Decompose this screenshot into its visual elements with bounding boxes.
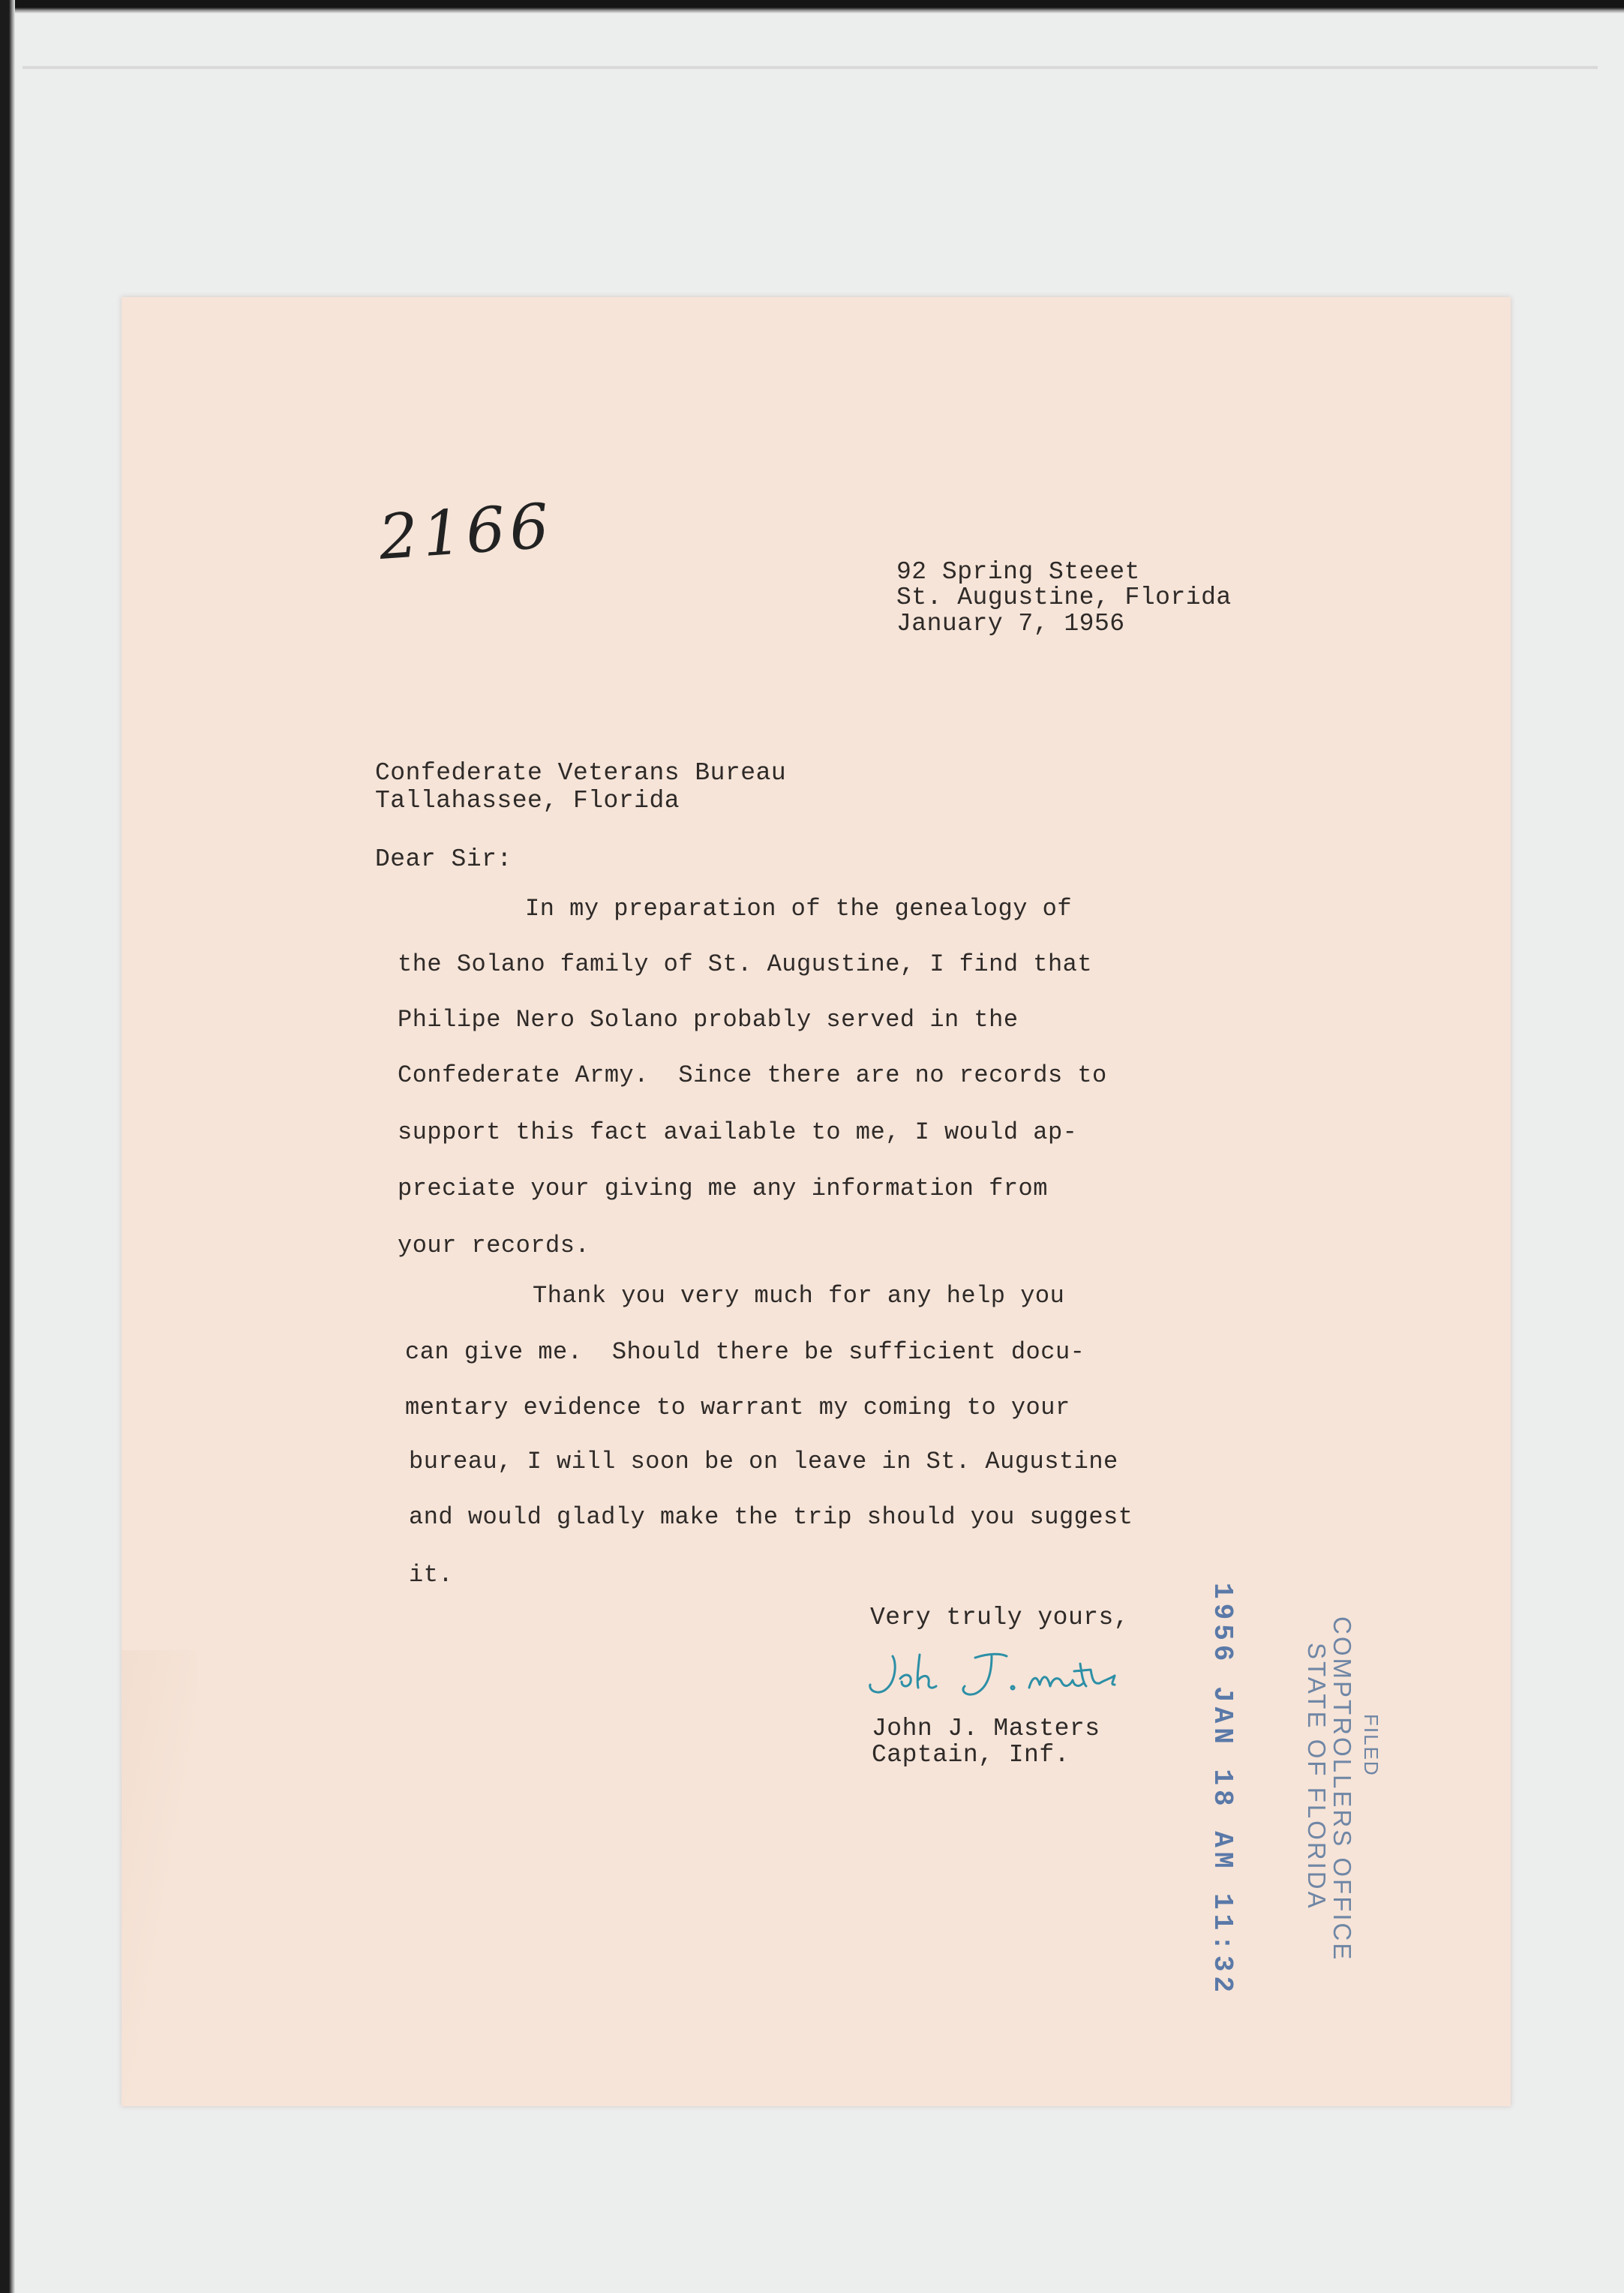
body-line: mentary evidence to warrant my coming to your	[405, 1394, 1070, 1421]
sender-street: 92 Spring Steeet	[896, 558, 1140, 586]
stamp-office: COMPTROLLERS OFFICE	[1328, 1616, 1356, 1962]
body-line: it.	[409, 1561, 454, 1589]
signer-title: Captain, Inf.	[872, 1741, 1070, 1769]
body-line: can give me. Should there be sufficient docu-	[405, 1338, 1085, 1366]
body-line: the Solano family of St. Augustine, I find that	[398, 950, 1093, 978]
stamp-filed: FILED	[1360, 1714, 1382, 1777]
recipient-city: Tallahassee, Florida	[375, 787, 680, 815]
paper-fold	[122, 1650, 197, 2106]
body-line: Confederate Army. Since there are no records to	[398, 1061, 1107, 1089]
handwritten-document-number: 2166	[376, 491, 556, 574]
body-line: and would gladly make the trip should you suggest	[409, 1503, 1133, 1531]
folder-edge	[23, 66, 1598, 69]
closing: Very truly yours,	[870, 1604, 1130, 1631]
body-line: Thank you very much for any help you	[533, 1282, 1065, 1310]
scan-edge-top	[0, 0, 1624, 14]
salutation: Dear Sir:	[375, 845, 512, 873]
body-line: support this fact available to me, I would ap-	[398, 1118, 1078, 1146]
body-line: preciate your giving me any information from	[398, 1175, 1048, 1202]
letter-date: January 7, 1956	[896, 610, 1125, 638]
body-line: Philipe Nero Solano probably served in the	[398, 1006, 1019, 1034]
sender-city: St. Augustine, Florida	[896, 584, 1232, 611]
body-line: In my preparation of the genealogy of	[525, 895, 1073, 923]
body-line: bureau, I will soon be on leave in St. Augustine	[409, 1448, 1118, 1475]
scan-edge-left	[0, 0, 15, 2293]
received-date-stamp: 1956 JAN 18 AM 11:32	[1207, 1583, 1238, 1997]
handwritten-signature	[863, 1641, 1148, 1709]
recipient-name: Confederate Veterans Bureau	[375, 759, 787, 787]
stamp-state: STATE OF FLORIDA	[1303, 1643, 1331, 1910]
body-line: your records.	[398, 1232, 590, 1259]
signer-name: John J. Masters	[872, 1715, 1100, 1742]
